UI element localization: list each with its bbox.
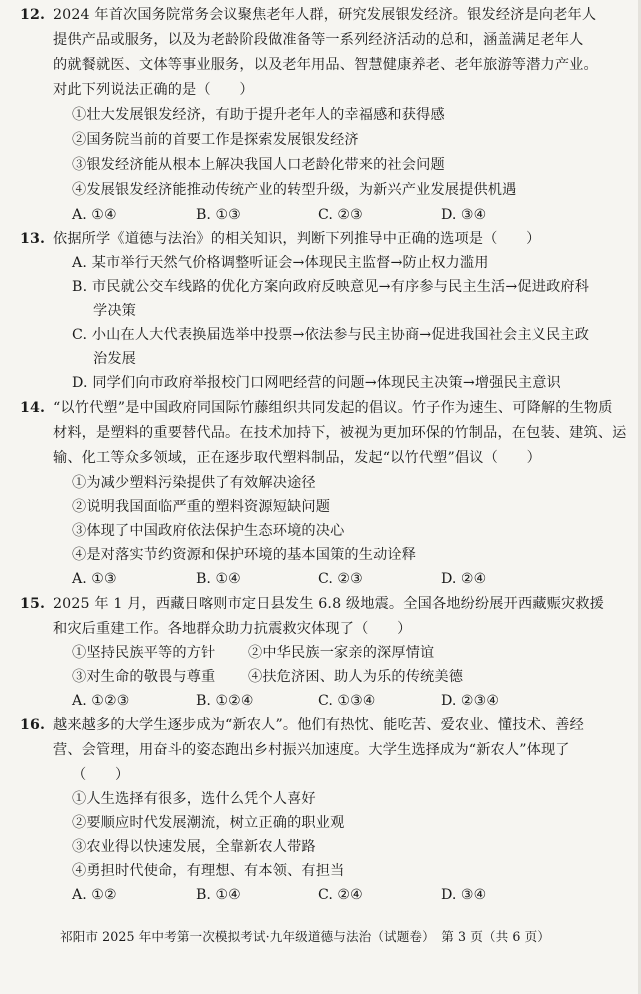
statement-item: ③体现了中国政府依法保护生态环境的决心 bbox=[72, 523, 345, 539]
question-number: 13. bbox=[20, 231, 46, 247]
statement-item: ④勇担时代使命，有理想、有本领、有担当 bbox=[72, 863, 345, 879]
question-stem-line: 材料，是塑料的重要替代品。在技术加持下，被视为更加环保的竹制品，在包装、建筑、运 bbox=[53, 425, 627, 441]
choice-a[interactable]: A. 某市举行天然气价格调整听证会→体现民主监督→防止权力滥用 bbox=[72, 255, 489, 271]
page-footer: 祁阳市 2025 年中考第一次模拟考试·九年级道德与法治（试题卷） 第 3 页（共 6 页） bbox=[60, 929, 550, 944]
question-number: 16. bbox=[20, 717, 46, 733]
option-d[interactable]: D. ②④ bbox=[441, 571, 487, 587]
statement-item: ③银发经济能从根本上解决我国人口老龄化带来的社会问题 bbox=[72, 157, 445, 173]
choice-c-continuation: 治发展 bbox=[93, 351, 137, 367]
statement-item: ④发展银发经济能推动传统产业的转型升级，为新兴产业发展提供机遇 bbox=[72, 182, 517, 198]
question-stem-line: 营、会管理，用奋斗的姿态跑出乡村振兴加速度。大学生选择成为“新农人”体现了 bbox=[53, 742, 570, 758]
choice-b[interactable]: B. 市民就公交车线路的优化方案向政府反映意见→有序参与民主生活→促进政府科 bbox=[72, 279, 590, 295]
option-d[interactable]: D. ③④ bbox=[441, 887, 487, 903]
option-c[interactable]: C. ②③ bbox=[318, 571, 363, 587]
statement-item: ②国务院当前的首要工作是探索发展银发经济 bbox=[72, 132, 359, 148]
question-stem-line: 2024 年首次国务院常务会议聚焦老年人群，研究发展银发经济。银发经济是向老年人 bbox=[53, 7, 597, 23]
question-stem-line: 的就餐就医、文体等事业服务，以及老年用品、智慧健康养老、老年旅游等潜力产业。 bbox=[53, 57, 598, 73]
question-stem-line: “以竹代塑”是中国政府同国际竹藤组织共同发起的倡议。竹子作为速生、可降解的生物质 bbox=[53, 400, 613, 416]
statement-item: ②说明我国面临严重的塑料资源短缺问题 bbox=[72, 499, 331, 515]
question-number: 15. bbox=[20, 596, 46, 612]
option-b[interactable]: B. ①③ bbox=[196, 207, 241, 223]
question-stem-line: 和灾后重建工作。各地群众助力抗震救灾体现了（ ） bbox=[53, 621, 412, 637]
option-a[interactable]: A. ①④ bbox=[72, 207, 117, 223]
question-number: 14. bbox=[20, 400, 46, 416]
option-c[interactable]: C. ①③④ bbox=[318, 693, 376, 709]
option-a[interactable]: A. ①③ bbox=[72, 571, 117, 587]
option-a[interactable]: A. ①② bbox=[72, 887, 117, 903]
option-d[interactable]: D. ③④ bbox=[441, 207, 487, 223]
statement-item: ④是对落实节约资源和保护环境的基本国策的生动诠释 bbox=[72, 547, 417, 563]
statement-item: ①人生选择有很多，选什么凭个人喜好 bbox=[72, 791, 316, 807]
question-stem-line: 提供产品或服务，以及为老龄阶段做准备等一系列经济活动的总和，涵盖满足老年人 bbox=[53, 32, 584, 48]
question-stem-line: 输、化工等众多领域，正在逐步取代塑料制品，发起“以竹代塑”倡议（ ） bbox=[53, 450, 541, 466]
choice-d[interactable]: D. 同学们向市政府举报校门口网吧经营的问题→体现民主决策→增强民主意识 bbox=[72, 375, 561, 391]
choice-b-continuation: 学决策 bbox=[93, 303, 137, 319]
statement-item: ①坚持民族平等的方针 bbox=[72, 645, 216, 661]
choice-c[interactable]: C. 小山在人大代表换届选举中投票→依法参与民主协商→促进我国社会主义民主政 bbox=[72, 327, 590, 343]
statement-item: ④扶危济困、助人为乐的传统美德 bbox=[248, 669, 464, 685]
statement-item: ②中华民族一家亲的深厚情谊 bbox=[248, 645, 435, 661]
option-b[interactable]: B. ①②④ bbox=[196, 693, 254, 709]
question-number: 12. bbox=[20, 7, 46, 23]
question-stem-line: （ ） bbox=[72, 767, 130, 783]
statement-item: ③对生命的敬畏与尊重 bbox=[72, 669, 216, 685]
question-stem-line: 对此下列说法正确的是（ ） bbox=[53, 82, 254, 98]
option-d[interactable]: D. ②③④ bbox=[441, 693, 500, 709]
question-stem-line: 2025 年 1 月，西藏日喀则市定日县发生 6.8 级地震。全国各地纷纷展开西藏赈灾救援 bbox=[53, 596, 604, 612]
option-b[interactable]: B. ①④ bbox=[196, 887, 241, 903]
option-a[interactable]: A. ①②③ bbox=[72, 693, 130, 709]
option-c[interactable]: C. ②③ bbox=[318, 207, 363, 223]
option-b[interactable]: B. ①④ bbox=[196, 571, 241, 587]
question-stem-line: 依据所学《道德与法治》的相关知识，判断下列推导中正确的选项是（ ） bbox=[53, 231, 541, 247]
statement-item: ①为减少塑料污染提供了有效解决途径 bbox=[72, 475, 316, 491]
question-stem-line: 越来越多的大学生逐步成为“新农人”。他们有热忱、能吃苦、爱农业、懂技术、善经 bbox=[53, 717, 584, 733]
statement-item: ②要顺应时代发展潮流，树立正确的职业观 bbox=[72, 815, 345, 831]
statement-item: ①壮大发展银发经济，有助于提升老年人的幸福感和获得感 bbox=[72, 107, 445, 123]
statement-item: ③农业得以快速发展，全靠新农人带路 bbox=[72, 839, 316, 855]
option-c[interactable]: C. ②④ bbox=[318, 887, 363, 903]
